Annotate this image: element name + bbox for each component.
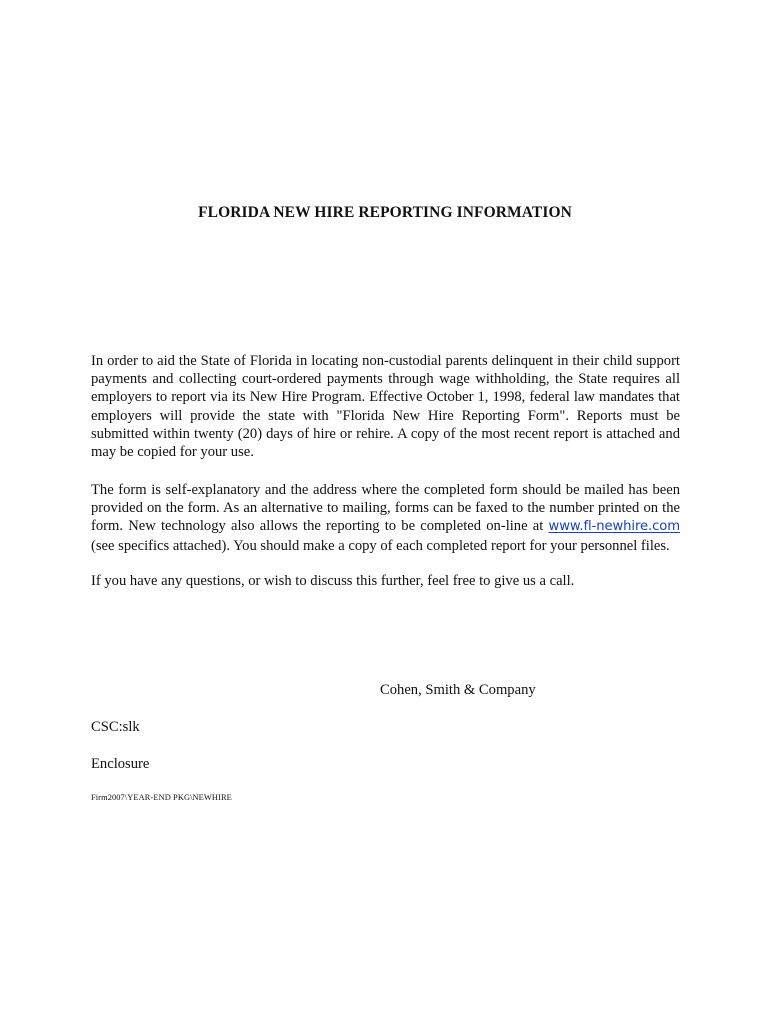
paragraph-questions: If you have any questions, or wish to discuss this further, feel free to give us a call. — [91, 573, 575, 589]
file-path-footer: Firm2007\YEAR-END PKG\NEWHIRE — [91, 793, 232, 802]
paragraph-form-info — [91, 481, 680, 555]
paragraph-form-info-text-after: (see specifics attached). You should make a copy of each completed report for your personnel files. — [91, 537, 670, 554]
reference-initials: CSC:slk — [91, 719, 140, 735]
enclosure-note: Enclosure — [91, 756, 150, 772]
paragraph-intro: In order to aid the State of Florida in locating non-custodial parents delinquent in their child support payments and collecting court-ordered payments through wage withholding, the State requires all employers to report via its New Hire Program. Effective October 1, 1998, federal law mandates that employers will provide the state with "Florida New Hire Reporting Form". Reports must be submitted within twenty (20) days of hire or rehire. A copy of the most recent report is attached and may be copied for your use. — [91, 353, 680, 461]
document-title: FLORIDA NEW HIRE REPORTING INFORMATION — [198, 204, 572, 221]
paragraph-form-info-text-before: The form is self-explanatory and the address where the completed form should be mailed has been provided on the form. As an alternative to mailing, forms can be faxed to the number printed on the form. New technology also allows the reporting to be completed on-line at — [91, 482, 680, 535]
signoff-firm-name: Cohen, Smith & Company — [380, 682, 536, 698]
newhire-website-link[interactable]: www.fl-newhire.com — [548, 519, 680, 535]
